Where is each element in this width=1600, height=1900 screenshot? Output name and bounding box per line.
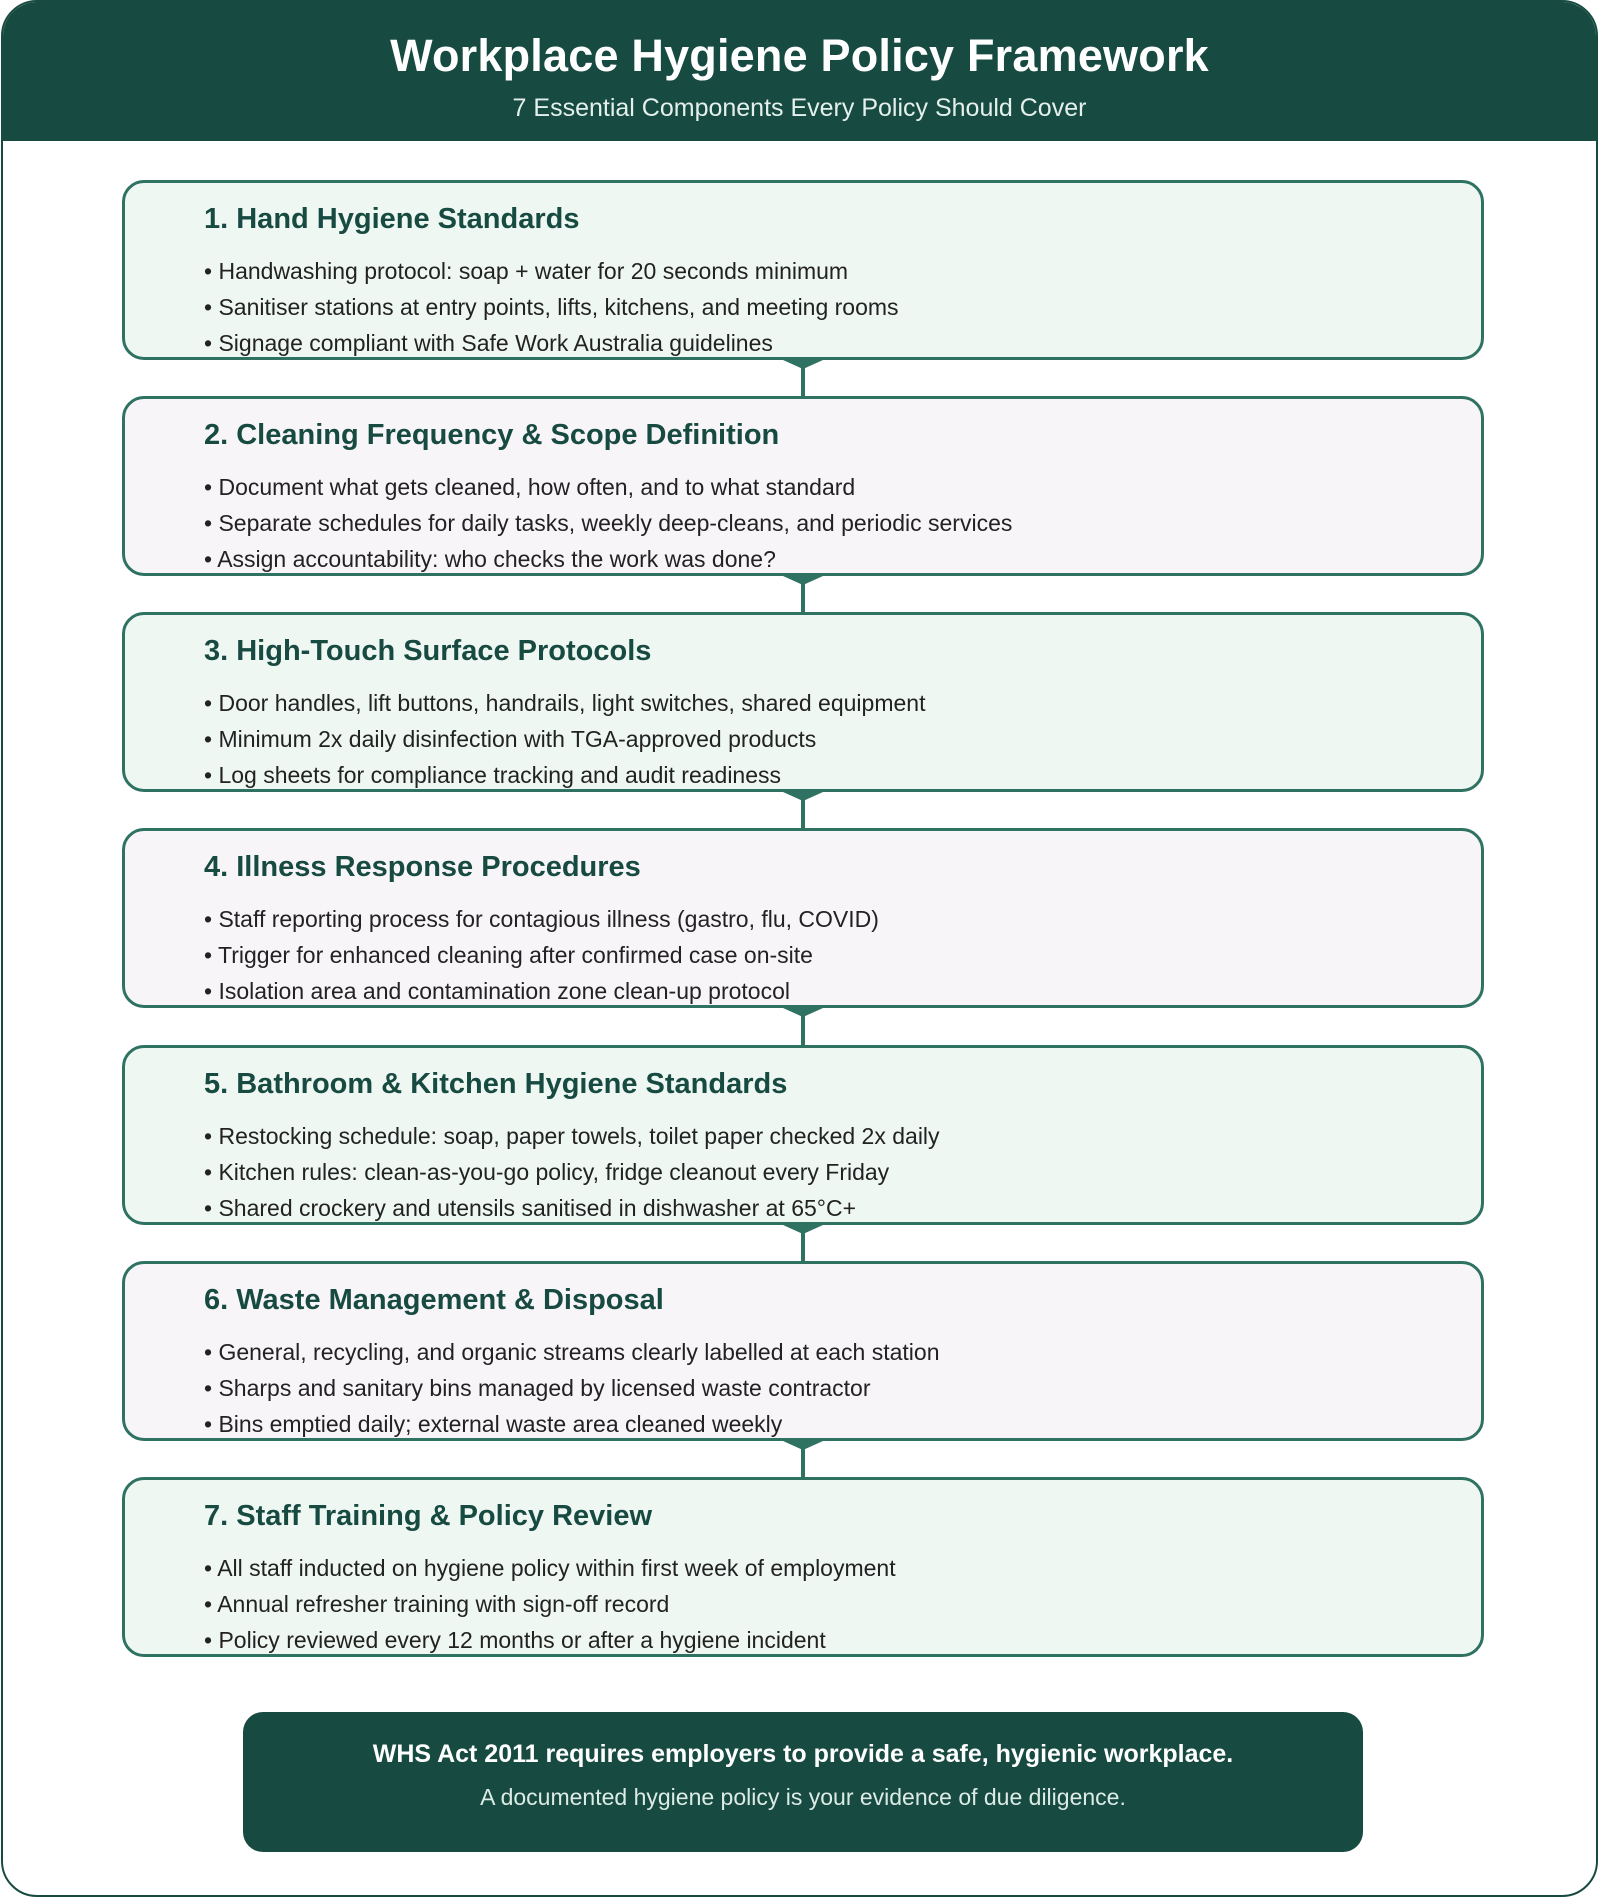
step-bullet: • Door handles, lift buttons, handrails, light switches, shared equipment <box>204 685 925 721</box>
step-title: 1. Hand Hygiene Standards <box>204 203 580 235</box>
step-bullet: • Isolation area and contamination zone clean-up protocol <box>204 973 879 1009</box>
step-title: 4. Illness Response Procedures <box>204 851 641 883</box>
step-card-1 <box>122 180 1484 360</box>
step-bullet-list <box>204 469 1012 577</box>
connector-line <box>801 1008 805 1046</box>
connector-line <box>801 576 805 612</box>
step-bullet-list <box>204 901 879 1009</box>
connector-line <box>801 1441 805 1477</box>
step-card-4 <box>122 828 1484 1008</box>
step-title: 7. Staff Training & Policy Review <box>204 1500 653 1532</box>
step-bullet-list <box>204 1550 896 1658</box>
steps-container <box>3 2 1596 1895</box>
step-bullet: • Sharps and sanitary bins managed by licensed waste contractor <box>204 1370 940 1406</box>
connector-line <box>801 360 805 396</box>
page-subtitle: 7 Essential Components Every Policy Should Cover <box>512 94 1087 122</box>
page-title: Workplace Hygiene Policy Framework <box>390 30 1209 81</box>
step-bullet-list <box>204 253 899 361</box>
step-bullet: • Sanitiser stations at entry points, lifts, kitchens, and meeting rooms <box>204 289 899 325</box>
step-title: 2. Cleaning Frequency & Scope Definition <box>204 419 780 451</box>
callout-subtext: A documented hygiene policy is your evidence of due diligence. <box>480 1784 1126 1810</box>
step-bullet: • Trigger for enhanced cleaning after confirmed case on-site <box>204 937 879 973</box>
step-bullet: • All staff inducted on hygiene policy within first week of employment <box>204 1550 896 1586</box>
step-title: 3. High-Touch Surface Protocols <box>204 635 652 667</box>
step-title: 5. Bathroom & Kitchen Hygiene Standards <box>204 1068 788 1100</box>
compliance-callout <box>243 1712 1363 1852</box>
step-bullet: • Annual refresher training with sign-off record <box>204 1586 896 1622</box>
connector-line <box>801 1225 805 1261</box>
step-card-3 <box>122 612 1484 792</box>
step-bullet: • Assign accountability: who checks the work was done? <box>204 541 1012 577</box>
step-bullet: • Document what gets cleaned, how often, and to what standard <box>204 469 1012 505</box>
step-bullet-list <box>204 1334 940 1442</box>
step-bullet: • Handwashing protocol: soap + water for 20 seconds minimum <box>204 253 899 289</box>
step-bullet: • Log sheets for compliance tracking and audit readiness <box>204 757 925 793</box>
step-bullet: • Shared crockery and utensils sanitised in dishwasher at 65°C+ <box>204 1190 940 1226</box>
step-card-7 <box>122 1477 1484 1657</box>
step-bullet: • Policy reviewed every 12 months or after a hygiene incident <box>204 1622 896 1658</box>
framework-frame <box>1 0 1598 1897</box>
step-bullet: • Bins emptied daily; external waste area cleaned weekly <box>204 1406 940 1442</box>
connector-line <box>801 792 805 828</box>
step-title: 6. Waste Management & Disposal <box>204 1284 664 1316</box>
step-bullet: • Minimum 2x daily disinfection with TGA-approved products <box>204 721 925 757</box>
step-bullet: • Restocking schedule: soap, paper towels, toilet paper checked 2x daily <box>204 1118 940 1154</box>
step-bullet-list <box>204 685 925 793</box>
callout-headline: WHS Act 2011 requires employers to provide a safe, hygienic workplace. <box>372 1740 1234 1768</box>
step-card-5 <box>122 1045 1484 1225</box>
step-bullet: • Signage compliant with Safe Work Australia guidelines <box>204 325 899 361</box>
step-card-2 <box>122 396 1484 576</box>
step-bullet: • Staff reporting process for contagious illness (gastro, flu, COVID) <box>204 901 879 937</box>
step-card-6 <box>122 1261 1484 1441</box>
step-bullet: • Separate schedules for daily tasks, weekly deep-cleans, and periodic services <box>204 505 1012 541</box>
step-bullet-list <box>204 1118 940 1226</box>
step-bullet: • Kitchen rules: clean-as-you-go policy, fridge cleanout every Friday <box>204 1154 940 1190</box>
step-bullet: • General, recycling, and organic streams clearly labelled at each station <box>204 1334 940 1370</box>
